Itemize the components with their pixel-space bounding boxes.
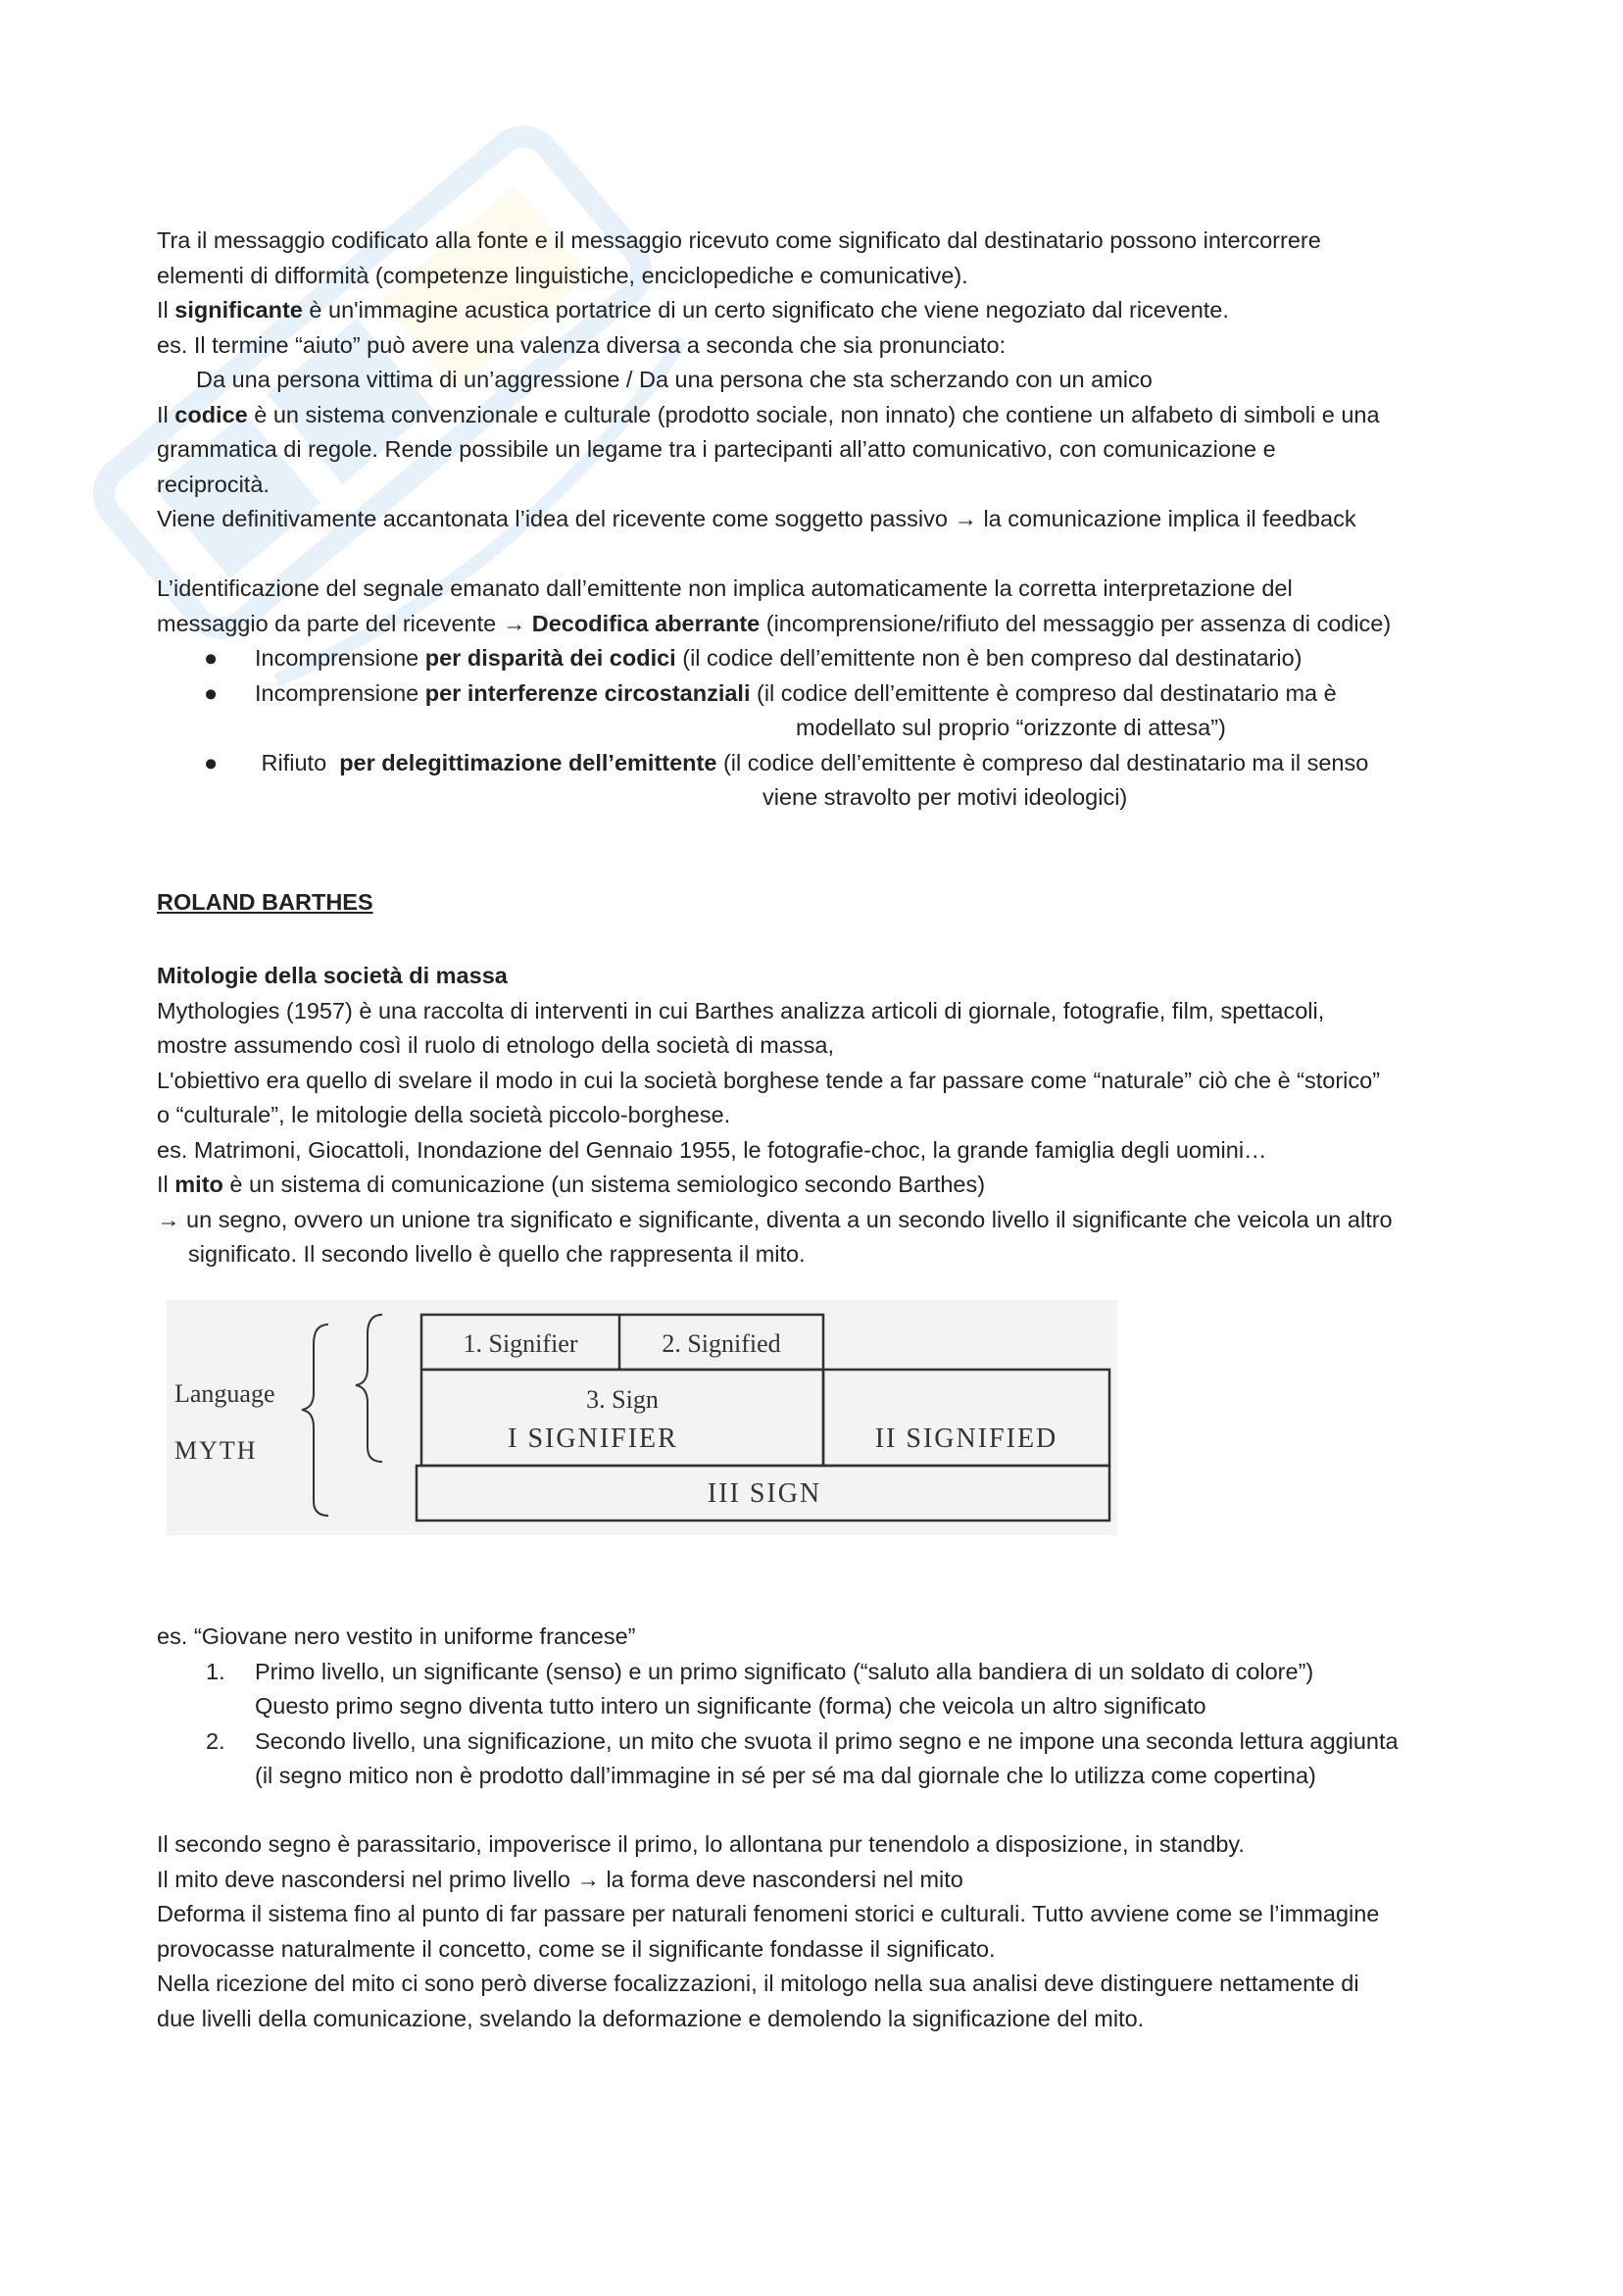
mito-definition: Il mito è un sistema di comunicazione (un sistema semiologico secondo Barthes) (157, 1172, 986, 1197)
sign-label: 3. Sign (586, 1385, 659, 1414)
bullet-icon: ● (204, 749, 219, 775)
list-item (157, 1724, 1490, 1794)
second-signified-label: II SIGNIFIED (874, 1423, 1058, 1454)
paragraph-line: L'obiettivo era quello di svelare il modo in cui la società borghese tende a far passare come “naturale” ciò che è “storico” (157, 1067, 1381, 1093)
signified-label: 2. Signified (662, 1329, 781, 1358)
first-signifier-label: I SIGNIFIER (508, 1423, 678, 1454)
example-detail: Da una persona vittima di un’aggressione / Da una persona che sta scherzando con un amico (196, 367, 1153, 392)
list-item-continuation: viene stravolto per motivi ideologici) (762, 784, 1128, 810)
numbered-list (157, 1655, 1490, 1794)
paragraph-line: Viene definitivamente accantonata l’idea del ricevente come soggetto passivo → la comunicazione implica il feedback (157, 506, 1356, 531)
paragraph-line: mostre assumendo così il ruolo di etnologo della società di massa, (157, 1032, 835, 1058)
closing-section (157, 1827, 1490, 2036)
paragraph-line: → un segno, ovvero un unione tra significato e significante, diventa a un secondo livello il significante che veicola un altro (157, 1206, 1393, 1232)
decodifica-line: messaggio da parte del ricevente → Decodifica aberrante (incomprensione/rifiuto del messaggio per assenza di codice) (157, 610, 1392, 636)
significante-definition: Il significante è un'immagine acustica portatrice di un certo significato che viene negoziato dal ricevente. (157, 297, 1229, 323)
bullet-icon: ● (204, 679, 219, 706)
list-item-continuation: modellato sul proprio “orizzonte di attesa”) (796, 715, 1226, 740)
list-item-line: Secondo livello, una significazione, un mito che svuota il primo segno e ne impone una seconda lettura aggiunta (255, 1727, 1399, 1754)
brace-icon (302, 1315, 382, 1516)
example-line: es. “Giovane nero vestito in uniforme francese” (157, 1623, 636, 1649)
list-item: ● Incomprensione per disparità dei codici (il codice dell’emittente non è ben compreso dal destinatario) (157, 641, 1490, 676)
list-item-line: (il segno mitico non è prodotto dall’immagine in sé per sé ma dal giornale che lo utilizza come copertina) (255, 1763, 1316, 1788)
list-item-line: Questo primo segno diventa tutto intero un significante (forma) che veicola un altro significato (255, 1693, 1206, 1719)
paragraph-line: Mythologies (1957) è una raccolta di interventi in cui Barthes analizza articoli di giornale, fotografie, film, spettacoli, (157, 997, 1325, 1023)
paragraph-line: Deforma il sistema fino al punto di far passare per naturali fenomeni storici e culturali. Tutto avviene come se l’immagine (157, 1901, 1380, 1926)
list-item (157, 1655, 1490, 1724)
language-label: Language (174, 1379, 275, 1408)
paragraph-line: es. Matrimoni, Giocattoli, Inondazione del Gennaio 1955, le fotografie-choc, la grande famiglia degli uomini… (157, 1136, 1267, 1163)
bullet-icon: ● (204, 645, 219, 671)
paragraph-line: reciprocità. (157, 471, 270, 497)
list-number: 2. (206, 1727, 225, 1754)
example-section (157, 1620, 1490, 1794)
paragraph-line: elementi di difformità (competenze linguistiche, enciclopediche e comunicative). (157, 262, 968, 288)
paragraph-line: Tra il messaggio codificato alla fonte e il messaggio ricevuto come significato dal destinatario possono intercorrere (157, 227, 1321, 253)
barthes-section (157, 885, 1490, 921)
subheading: Mitologie della società di massa (157, 963, 508, 988)
codice-definition: Il codice è un sistema convenzionale e culturale (prodotto sociale, non innato) che contiene un alfabeto di simboli e una (157, 401, 1380, 427)
myth-diagram (167, 1300, 1117, 1535)
example-line: es. Il termine “aiuto” può avere una valenza diversa a seconda che sia pronunciato: (157, 331, 1007, 358)
list-number: 1. (206, 1658, 225, 1684)
decodifica-section (157, 572, 1490, 816)
list-item: ● Rifiuto per delegittimazione dell’emittente (il codice dell’emittente è compreso dal destinatario ma il senso viene stravolto per motivi ideologici) (157, 746, 1490, 816)
paragraph-line: o “culturale”, le mitologie della società piccolo-borghese. (157, 1102, 731, 1127)
section-heading: ROLAND BARTHES (157, 889, 373, 915)
paragraph-line: Il mito deve nascondersi nel primo livello → la forma deve nascondersi nel mito (157, 1866, 963, 1892)
list-item-line: Primo livello, un significante (senso) e un primo significato (“saluto alla bandiera di un soldato di colore”) (255, 1658, 1314, 1684)
third-sign-label: III SIGN (707, 1478, 822, 1509)
list-item: ● Incomprensione per interferenze circostanziali (il codice dell’emittente è compreso dal destinatario ma è modellato sul proprio “orizzonte di attesa”) (157, 676, 1490, 746)
signifier-label: 1. Signifier (463, 1329, 578, 1358)
paragraph-line: provocasse naturalmente il concetto, come se il significante fondasse il significato. (157, 1935, 996, 1962)
mitologie-section (157, 959, 1490, 1273)
paragraph-line: grammatica di regole. Rende possibile un legame tra i partecipanti all’atto comunicativo, con comunicazione e (157, 436, 1276, 462)
paragraph-line: Il secondo segno è parassitario, impoverisce il primo, lo allontana pur tenendolo a disposizione, in standby. (157, 1831, 1245, 1857)
bullet-list (157, 641, 1490, 816)
intro-section (157, 224, 1490, 537)
myth-label: MYTH (174, 1436, 258, 1465)
paragraph-line: L’identificazione del segnale emanato dall’emittente non implica automaticamente la corretta interpretazione del (157, 575, 1293, 601)
paragraph-line: due livelli della comunicazione, svelando la deformazione e demolendo la significazione del mito. (157, 2005, 1145, 2031)
paragraph-line: Nella ricezione del mito ci sono però diverse focalizzazioni, il mitologo nella sua analisi deve distinguere nettamente di (157, 1971, 1359, 1996)
paragraph-line: significato. Il secondo livello è quello che rappresenta il mito. (188, 1241, 806, 1267)
